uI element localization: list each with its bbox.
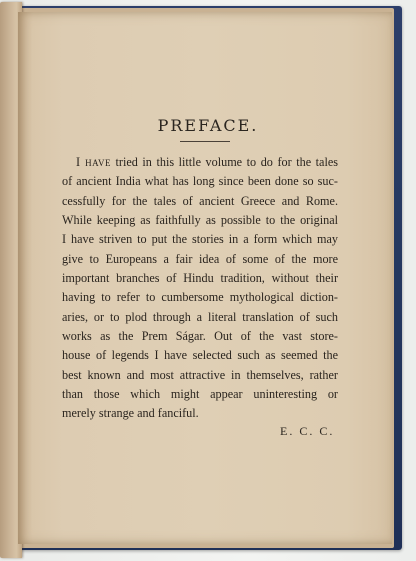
text-line — [62, 153, 338, 172]
page-title: PREFACE. — [157, 116, 259, 135]
text-line: having to refer to cumbersome mythological diction- — [62, 290, 338, 305]
preface-text — [62, 153, 338, 424]
small-caps-word: have — [80, 155, 111, 169]
text-line: than those which might appear uninteresting or — [62, 387, 338, 402]
text-line: I have striven to put the stories in a form which may — [62, 232, 338, 247]
text-line: best known and most attractive in themselves, rather — [62, 367, 338, 382]
line-rest: tried in this little volume to do for the tales — [110, 155, 338, 169]
text-line: of ancient India what has long since been done so suc- — [62, 174, 338, 189]
signature-initials: E. C. C. — [280, 424, 335, 438]
drop-initial: I — [76, 155, 81, 169]
text-line: merely strange and fanciful. — [62, 406, 199, 421]
text-line: give to Europeans a fair idea of some of the more — [62, 251, 338, 266]
text-line: works as the Prem Ságar. Out of the vast store- — [62, 329, 338, 344]
text-line: While keeping as faithfully as possible to the original — [62, 213, 338, 228]
text-line: house of legends I have selected such as seemed the — [62, 348, 338, 363]
title-rule — [180, 141, 230, 142]
text-line: aries, or to plod through a literal translation of such — [62, 309, 338, 324]
text-line: cessfully for the tales of ancient Greece and Rome. — [62, 193, 338, 208]
text-line: important branches of Hindu tradition, without their — [62, 271, 338, 286]
